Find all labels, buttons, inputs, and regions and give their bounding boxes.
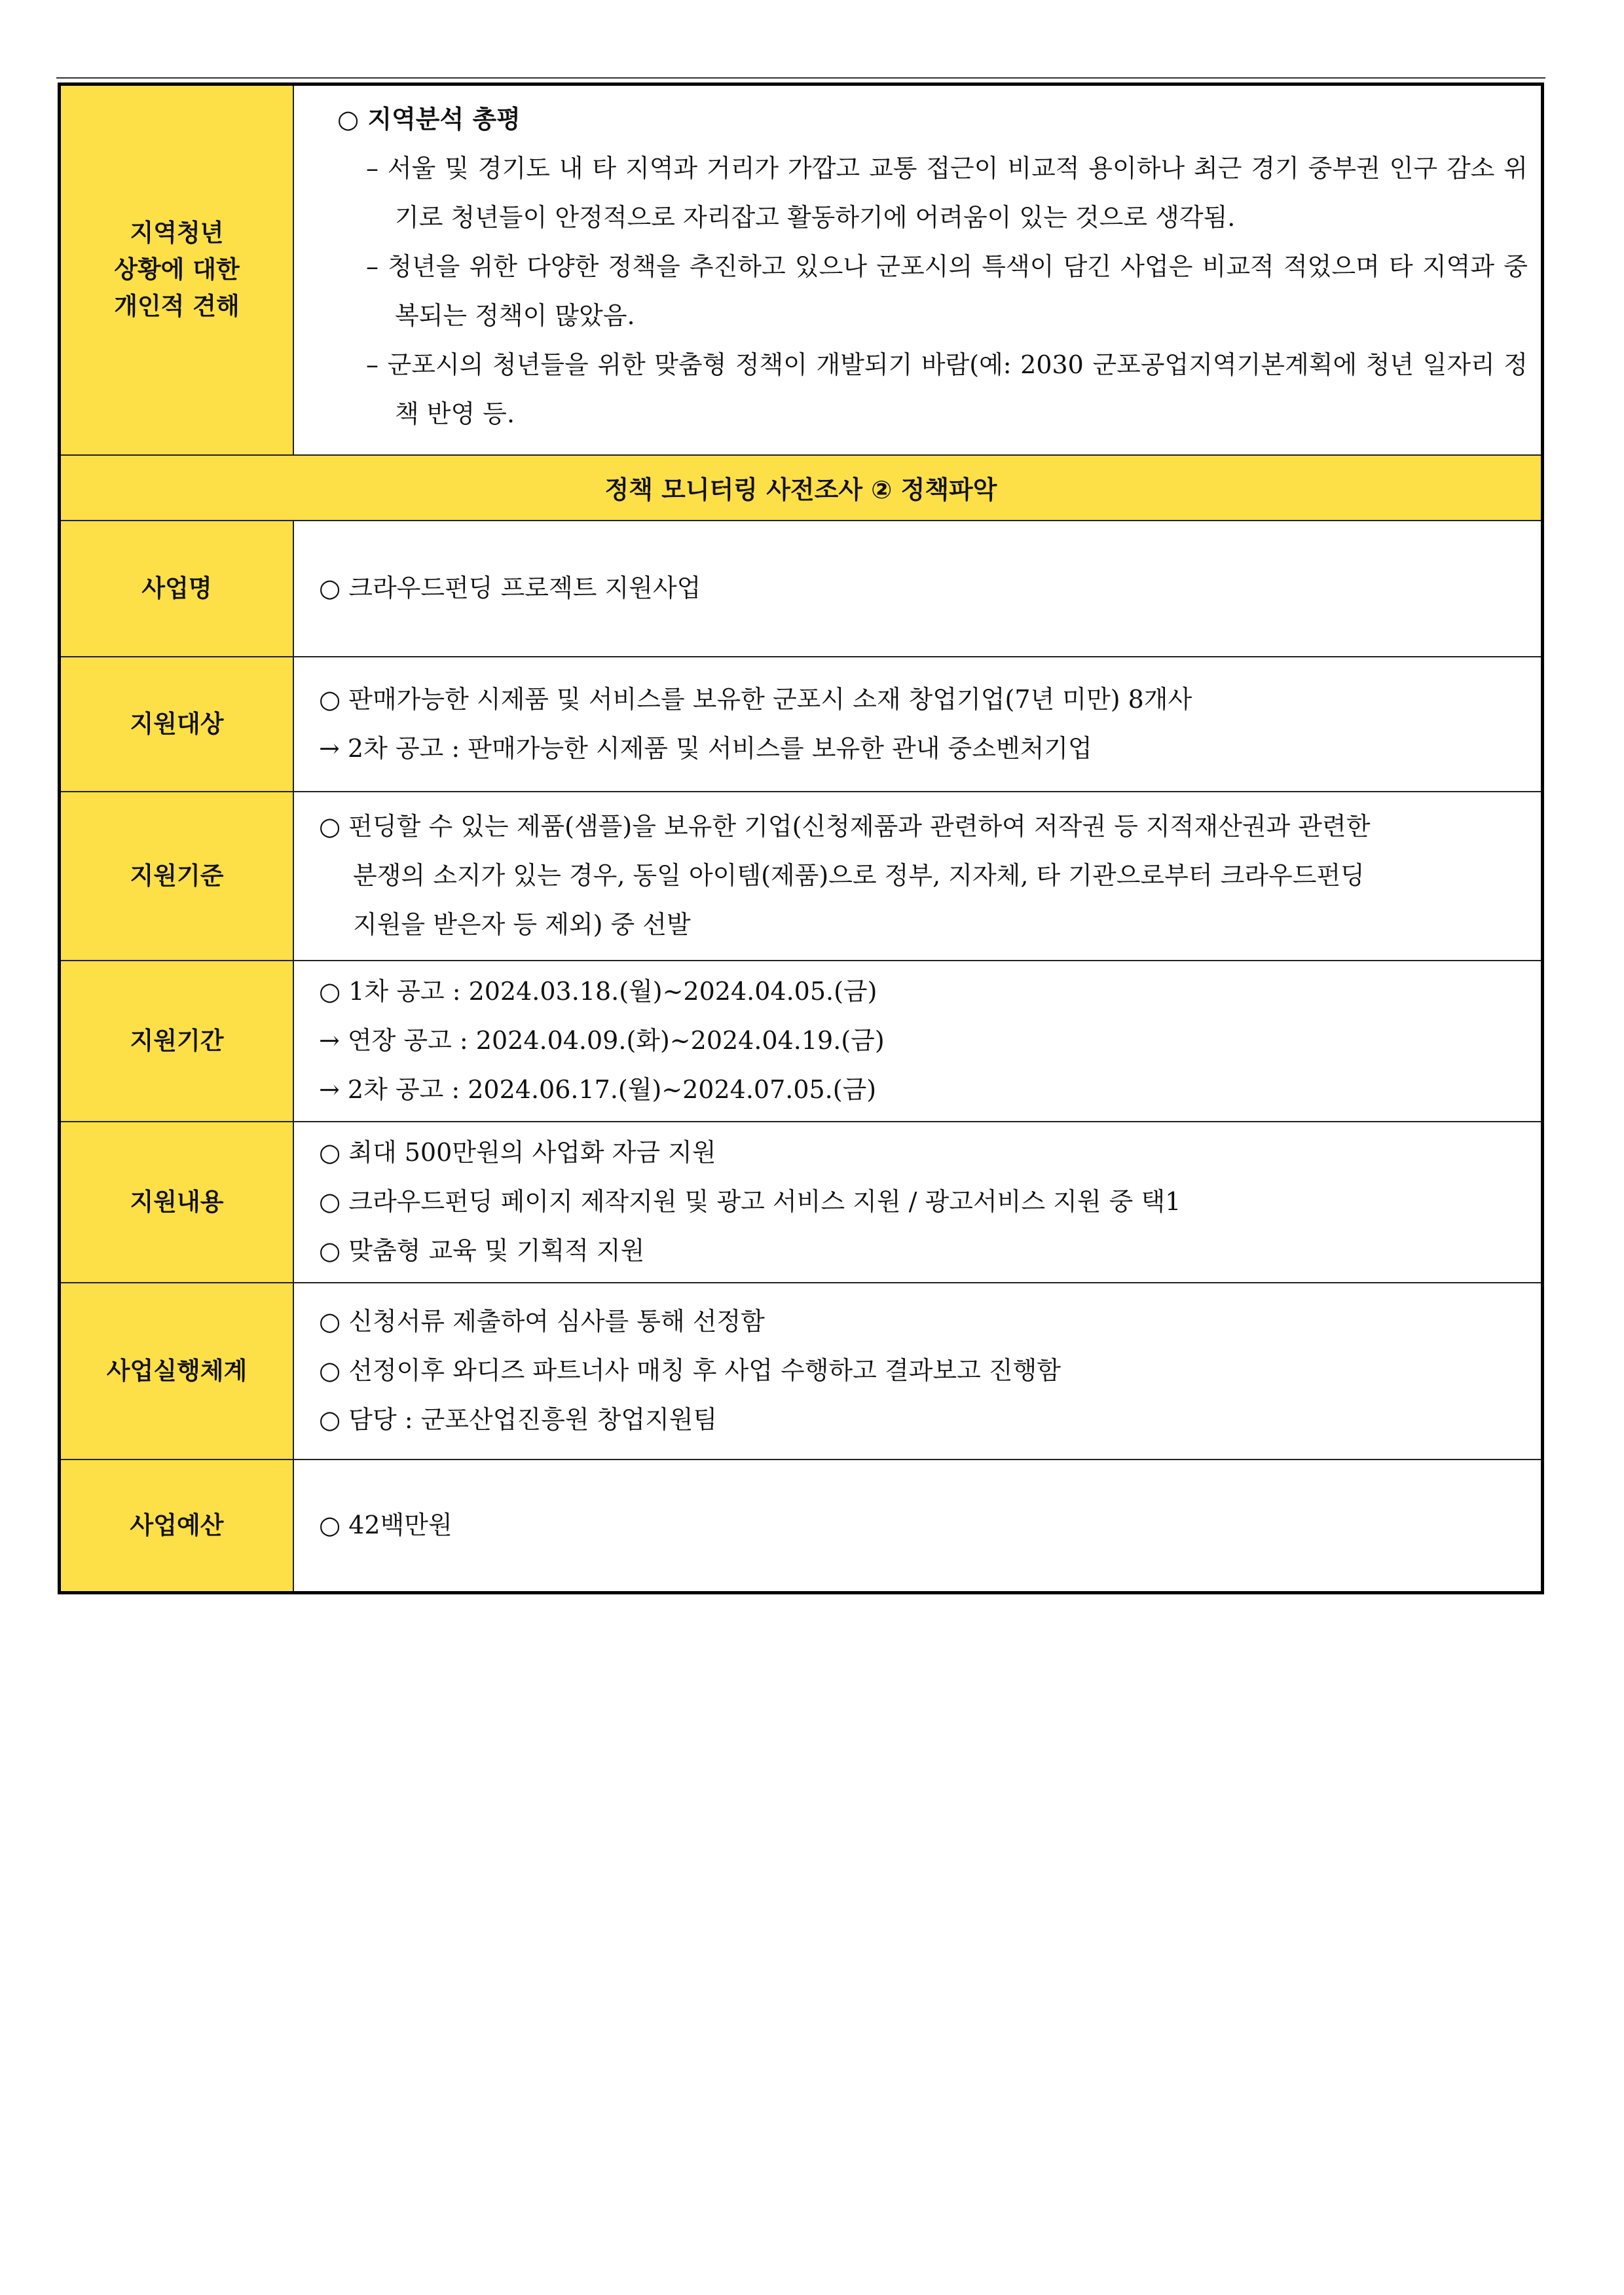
support-content-row [60, 1122, 1543, 1283]
row-label: 지원대상 [60, 657, 294, 792]
content-line: ○ 판매가능한 시제품 및 서비스를 보유한 군포시 소재 창업기업(7년 미만) 8개사 [319, 684, 1192, 714]
row-content [293, 1283, 1543, 1460]
top-rule [56, 77, 1545, 79]
row-content [293, 657, 1543, 792]
execution-row [60, 1283, 1543, 1460]
row-label: 사업실행체계 [60, 1283, 294, 1460]
content-line: ○ 1차 공고 : 2024.03.18.(월)~2024.04.05.(금) [319, 977, 877, 1006]
row-content [293, 792, 1543, 961]
content-line: ○ 크라우드펀딩 프로젝트 지원사업 [319, 574, 701, 602]
region-opinion-row [60, 84, 1543, 455]
criteria-row [60, 792, 1543, 961]
content-line: → 2차 공고 : 판매가능한 시제품 및 서비스를 보유한 관내 중소벤처기업 [319, 733, 1092, 763]
region-opinion-label [60, 84, 294, 455]
budget-row [60, 1460, 1543, 1593]
content-line: ○ 선정이후 와디즈 파트너사 매칭 후 사업 수행하고 결과보고 진행함 [319, 1356, 1061, 1385]
project-name-row [60, 521, 1543, 657]
section-title: 정책 모니터링 사전조사 ② 정책파악 [60, 455, 1543, 521]
row-content [293, 1122, 1543, 1283]
content-line: → 2차 공고 : 2024.06.17.(월)~2024.07.05.(금) [319, 1075, 877, 1104]
label-line: 개인적 견해 [114, 292, 240, 321]
content-line: ○ 펀딩할 수 있는 제품(샘플)을 보유한 기업(신청제품과 관련하여 저작권 등 지적재산권과 관련한 [319, 812, 1371, 841]
content-line: ○ 최대 500만원의 사업화 자금 지원 [319, 1138, 716, 1167]
opinion-bullet: – 서울 및 경기도 내 타 지역과 거리가 가깝고 교통 접근이 비교적 용이하나 최근 경기 중부권 인구 감소 위기로 청년들이 안정적으로 자리잡고 활동하기에 어려움이 있는 것으로 생각됨. [366, 154, 1528, 232]
opinion-bullet: – 군포시의 청년들을 위한 맞춤형 정책이 개발되기 바람(예: 2030 군포공업지역기본계획에 청년 일자리 정책 반영 등. [366, 350, 1528, 428]
content-line: → 연장 공고 : 2024.04.09.(화)~2024.04.19.(금) [319, 1026, 885, 1055]
row-content [293, 961, 1543, 1122]
section-header-row [60, 455, 1543, 521]
region-opinion-content [293, 84, 1543, 455]
content-line: 지원을 받은자 등 제외) 중 선발 [353, 910, 691, 939]
row-label: 사업예산 [60, 1460, 294, 1593]
opinion-bullet: – 청년을 위한 다양한 정책을 추진하고 있으나 군포시의 특색이 담긴 사업은 비교적 적었으며 타 지역과 중복되는 정책이 많았음. [366, 252, 1528, 330]
row-label: 지원내용 [60, 1122, 294, 1283]
content-line: ○ 담당 : 군포산업진흥원 창업지원팀 [319, 1405, 718, 1434]
row-label: 지원기준 [60, 792, 294, 961]
content-line: 분쟁의 소지가 있는 경우, 동일 아이템(제품)으로 정부, 지자체, 타 기관으로부터 크라우드펀딩 [353, 861, 1365, 890]
label-line: 지역청년 [130, 219, 224, 248]
content-line: ○ 신청서류 제출하여 심사를 통해 선정함 [319, 1307, 765, 1336]
row-label: 사업명 [60, 521, 294, 657]
content-line: ○ 맞춤형 교육 및 기획적 지원 [319, 1236, 645, 1265]
content-line: ○ 42백만원 [319, 1511, 452, 1540]
target-row [60, 657, 1543, 792]
period-row [60, 961, 1543, 1122]
row-content [293, 521, 1543, 657]
policy-table [58, 83, 1544, 1594]
region-analysis-heading: ○ 지역분석 총평 [337, 105, 521, 134]
row-content [293, 1460, 1543, 1593]
label-line: 상황에 대한 [114, 255, 240, 284]
row-label: 지원기간 [60, 961, 294, 1122]
content-line: ○ 크라우드펀딩 페이지 제작지원 및 광고 서비스 지원 / 광고서비스 지원 중 택1 [319, 1187, 1181, 1216]
